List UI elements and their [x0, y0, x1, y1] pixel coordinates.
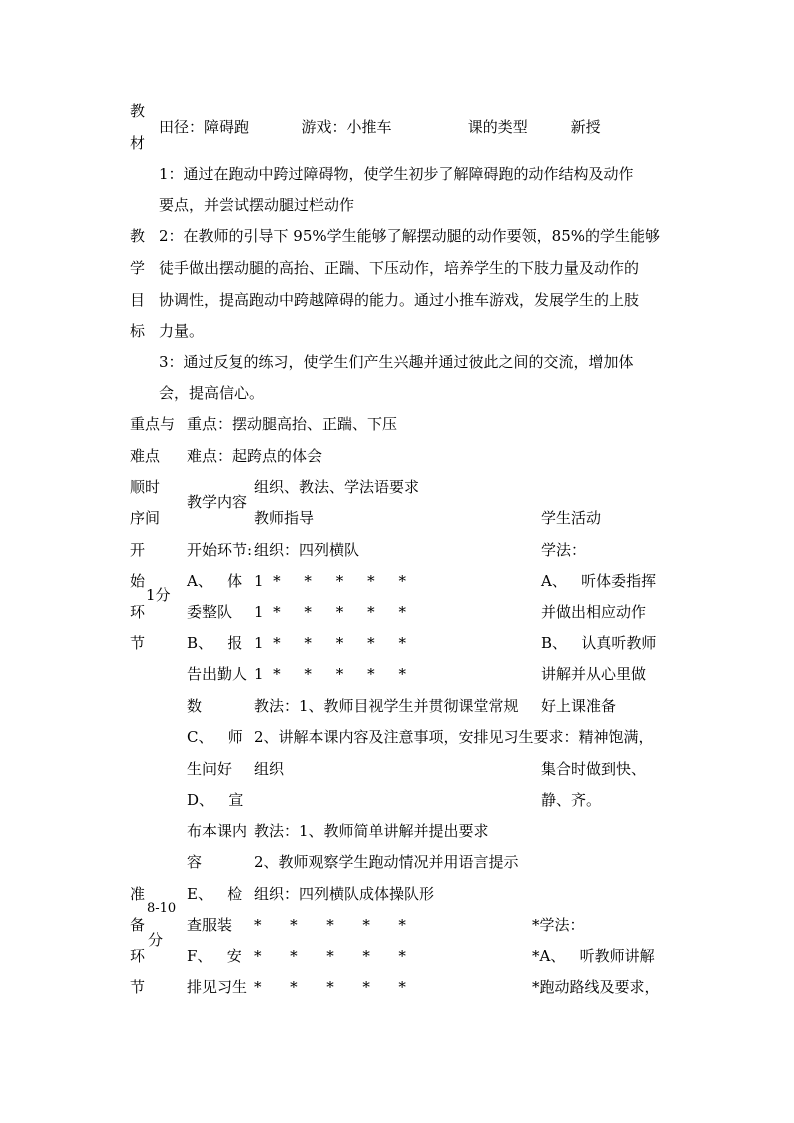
start-content-10: 布本课内 — [187, 822, 248, 840]
start-label-1: 开 — [130, 541, 146, 559]
start-content-11: 容 — [187, 853, 203, 871]
prep-content-1: E、 检 — [187, 885, 243, 903]
start-label-4: 节 — [130, 634, 146, 652]
goal-line-7: 3：通过反复的练习，使学生们产生兴趣并通过彼此之间的交流，增加体 — [159, 353, 634, 371]
prep-student-2: *A、 听教师讲解 — [532, 947, 655, 965]
start-teacher-3: 1 * * * * * — [254, 603, 406, 621]
start-teacher-2: 1 * * * * * — [254, 572, 406, 590]
keypoint-line-1: 重点：摆动腿高抬、正踹、下压 — [187, 415, 398, 433]
prep-content-3: F、 安 — [187, 947, 242, 965]
org-header: 组织、教法、学法语要求 — [254, 478, 420, 496]
start-content-9: D、 宣 — [187, 791, 244, 809]
seq-header-1: 顺时 — [130, 478, 161, 496]
start-teacher-10: 教法：1、教师简单讲解并提出要求 — [254, 822, 489, 840]
material-row-text: 田径：障碍跑 游戏：小推车 课的类型 新授 — [159, 118, 601, 136]
prep-label-2: 备 — [130, 916, 146, 934]
goal-line-6: 力量。 — [159, 322, 205, 340]
start-student-3: 并做出相应动作 — [541, 603, 647, 621]
start-student-9: 静、齐。 — [541, 791, 602, 809]
prep-label-3: 环 — [130, 947, 146, 965]
start-teacher-11: 2、教师观察学生跑动情况并用语言提示 — [254, 853, 519, 871]
student-header: 学生活动 — [541, 509, 602, 527]
goal-line-3: 2：在教师的引导下 95%学生能够了解摆动腿的动作要领，85%的学生能够 — [159, 227, 660, 245]
goals-label-3: 目 — [130, 291, 146, 309]
start-content-1: 开始环节: — [187, 541, 253, 559]
prep-time-2: 分 — [148, 931, 164, 949]
start-student-4: B、 认真听教师 — [541, 634, 657, 652]
start-content-4: B、 报 — [187, 634, 243, 652]
goals-label-1: 教 — [130, 227, 146, 245]
prep-content-2: 查服装 — [187, 916, 233, 934]
start-teacher-8: 组织 — [254, 760, 285, 778]
start-teacher-1: 组织：四列横队 — [254, 541, 360, 559]
prep-teacher-4: * * * * * — [254, 978, 406, 996]
goals-label-4: 标 — [130, 322, 146, 340]
start-content-2: A、 体 — [187, 572, 243, 590]
goal-line-1: 1：通过在跑动中跨过障碍物，使学生初步了解障碍跑的动作结构及动作 — [159, 165, 634, 183]
prep-teacher-3: * * * * * — [254, 947, 406, 965]
start-content-5: 告出勤人 — [187, 665, 248, 683]
keypoints-label-1: 重点与 — [130, 415, 176, 433]
keypoint-line-2: 难点：起跨点的体会 — [187, 447, 323, 465]
prep-teacher-1: 组织：四列横队成体操队形 — [254, 885, 435, 903]
start-teacher-6: 教法：1、教师目视学生并贯彻课堂常规 — [254, 697, 519, 715]
goals-label-2: 学 — [130, 259, 146, 277]
prep-label-4: 节 — [130, 978, 146, 996]
start-content-6: 数 — [187, 697, 203, 715]
seq-header-2: 序间 — [130, 509, 161, 527]
start-content-7: C、 师 — [187, 728, 243, 746]
prep-student-1: *学法： — [532, 916, 585, 934]
teacher-header: 教师指导 — [254, 509, 315, 527]
start-student-2: A、 听体委指挥 — [541, 572, 657, 590]
prep-teacher-2: * * * * * — [254, 916, 406, 934]
start-student-5: 讲解并从心里做 — [541, 665, 647, 683]
prep-student-3: *跑动路线及要求， — [532, 978, 660, 996]
start-time: 1分 — [146, 586, 171, 604]
start-teacher-4: 1 * * * * * — [254, 634, 406, 652]
goal-line-5: 协调性，提高跑动中跨越障碍的能力。通过小推车游戏，发展学生的上肢 — [159, 291, 640, 309]
material-label-2: 材 — [130, 134, 146, 152]
goal-line-2: 要点，并尝试摆动腿过栏动作 — [159, 196, 355, 214]
material-label-1: 教 — [130, 102, 146, 120]
start-student-6: 好上课准备 — [541, 697, 617, 715]
prep-time-1: 8-10 — [147, 901, 177, 916]
prep-content-4: 排见习生 — [187, 978, 248, 996]
prep-label-1: 准 — [130, 885, 146, 903]
start-content-8: 生问好 — [187, 760, 233, 778]
goal-line-4: 徒手做出摆动腿的高抬、正踹、下压动作，培养学生的下肢力量及动作的 — [159, 259, 640, 277]
goal-line-8: 会，提高信心。 — [159, 384, 265, 402]
start-teacher-7: 2、讲解本课内容及注意事项，安排见习生要求：精神饱满， — [254, 728, 654, 746]
start-teacher-5: 1 * * * * * — [254, 665, 406, 683]
start-label-3: 环 — [130, 603, 146, 621]
start-content-3: 委整队 — [187, 603, 233, 621]
content-header: 教学内容 — [187, 493, 248, 511]
keypoints-label-2: 难点 — [130, 447, 161, 465]
start-student-8: 集合时做到快、 — [541, 760, 647, 778]
start-student-1: 学法： — [541, 541, 587, 559]
start-label-2: 始 — [130, 572, 146, 590]
